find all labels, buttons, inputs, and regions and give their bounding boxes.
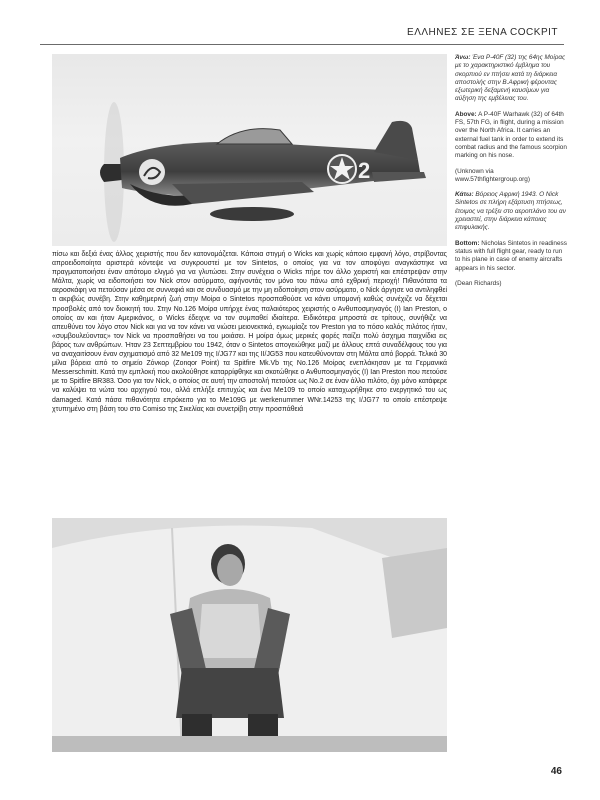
photo-credit: (Unknown via www.57thfightergroup.org) — [455, 167, 530, 183]
caption-bottom-english — [455, 240, 567, 273]
canopy — [217, 129, 292, 144]
caption-text: Nicholas Sintetos in readiness status with full flight gear, ready to run to his plane in case of enemy aircrafts appears in his sector. — [455, 239, 567, 272]
pilot-illustration — [52, 518, 447, 752]
aircraft-illustration — [52, 54, 447, 246]
caption-sidebar — [455, 54, 567, 295]
caption-label: Above: — [455, 110, 477, 118]
caption-top-english — [455, 111, 567, 161]
tent-flap — [382, 548, 447, 638]
ground — [52, 736, 447, 752]
pilot-photo — [52, 518, 447, 752]
caption-text: A P-40F Warhawk (32) of 64th FS, 57th FG, in flight, during a mission over the North Africa. It carries an external fuel tank in order to extend its combat radius and the famous scorpion marking on his nose. — [455, 110, 567, 160]
running-header: ΕΛΛΗΝΕΣ ΣΕ ΞΕΝΑ COCKPIT — [407, 27, 558, 38]
caption-bottom-greek — [455, 191, 567, 232]
propeller-spinner — [100, 164, 122, 182]
caption-text: Βόρειος Αφρική 1943. Ο Nick Sintetos σε πλήρη εξάρτυση πτήσεως, έτοιμος να τρέξει στο αεροπλάνο του αν χρειαστεί, στην διάρκεια κάποιας επιφυλακής. — [455, 191, 566, 232]
tail-stabilizer — [372, 172, 426, 182]
photo-credit: (Dean Richards) — [455, 279, 502, 287]
page-number: 46 — [550, 766, 562, 777]
header-divider — [40, 44, 564, 45]
caption-label: Bottom: — [455, 239, 480, 247]
caption-label: Κάτω: — [455, 191, 474, 199]
wing — [172, 182, 314, 204]
caption-text: Ένα P-40F (32) της 64ης Μοίρας με το χαρακτηριστικό έμβλημα του σκορπιού εν πτήσει κατά τη διάρκεια αποστολής στην Β.Αφρική φέροντας εξωτερική δεξαμενή καυσίμων για αύξηση της εμβέλειας του. — [455, 54, 566, 103]
fuselage-code-number: 2 — [358, 158, 371, 183]
article-body: πίσω και δεξιά ένας άλλος χειριστής που δεν κατονομάζεται. Κάποια στιγμή ο Wicks και χωρίς κάποιο εμφανή λόγο, στρίβοντας απροειδοποίητα αριστερά κόντεψε να συγκρουστεί με τον Sintetos, ο οποίος για να τον αποφύγει αναγκάστηκε να πραγματοποιήσει έναν απότομο ελιγμό για να γλυτώσει. Στην συνέχεια ο Wicks πήρε τον άλλο χειριστή και επέστρεψαν στην Μάλτα, χωρίς να ειδοποιήσει τον Nick στον ασύρματο, αφήνοντάς τον μόνο του πάνω από εχθρική περιοχή! Πιθανότατα τα αεροσκάφη να πετούσαν μέσα σε συννεφιά και σε συνδυασμό με την μη ειδοποίηση στον ασύρματο, ο Nick άργησε να αντιληφθεί τι ακριβώς συνέβη. Στην καθημερινή ζωή στην Μοίρα ο Sintetos προσπαθούσε να κάνει υπομονή καθώς συνέχιζε να δέχεται προσβολές από τον διοικητή του. Στην No.126 Μοίρα υπήρχε ένας παλαιότερος χειριστής ο Ανθυποσμηναγός (I) Ian Preston, ο οποίος αν και ήταν Αμερικάνος, ο Wicks έδειχνε να τον συμπαθεί ιδιαίτερα. Ειδικότερα μπροστά σε τρίτους, συνήθιζε να απευθύνει τον λόγο στον Nick και για να τον κάνει να νιώσει μειονεκτικά, εγκωμίαζε τον Preston για το πόσο καλός πιλότος ήταν, «συμβουλεύοντας» τον Nick να προσπαθήσει να του μοιάσει. Η μοίρα όμως μερικές φορές παίζει πολύ άσχημα παιχνίδια εις βάρος των ανθρώπων. Ήταν 23 Σεπτεμβρίου του 1942, όταν ο Sintetos απογειώθηκε μαζί με άλλους επτά συναδέλφους του για να αναχαιτίσουν έναν σχηματισμό από 32 Me109 της I/JG77 και της II/JG53 που κατευθύνονταν στη Μάλτα από βορρά. Τελικά 30 μίλια βόρεια από το σημείο Ζόνκορ (Zonqor Point) τα Spitfire Mk.Vb της No.126 Μοίρας ενεπλάκησαν με τα Γερμανικά Messerschmitt. Κατά την εμπλοκή που ακολούθησε καταρρίφθηκε και σκοτώθηκε ο Ανθυποσμηναγός (I) Ian Preston που πετούσε με το Spitfire BR383. Όσο για τον Nick, ο οποίος σε αυτή την αποστολή πετούσε ως No.2 σε έναν άλλο πιλότο, όχι μόνο κατάφερε να καλύψει τα νώτα του αρχηγού του, αλλά επλήξε επιτυχώς και ένα Me109 το οποίο καταχωρήθηκε στο ενεργητικό του ως damaged. Κατά πάσα πιθανότητα επρόκειτο για το Me109G με werkenummer WNr.14253 της I/JG77 το οποίο επέστρεψε χτυπημένο στη βάση του στο Comiso της Σικελίας και συνετρίβη στην προσπάθειά — [52, 251, 448, 413]
star-roundel — [328, 155, 356, 183]
scorpion-emblem — [139, 159, 165, 185]
external-fuel-tank — [210, 207, 294, 221]
caption-label: Άνω: — [455, 54, 471, 61]
caption-top-greek — [455, 54, 567, 104]
aircraft-photo — [52, 54, 447, 246]
